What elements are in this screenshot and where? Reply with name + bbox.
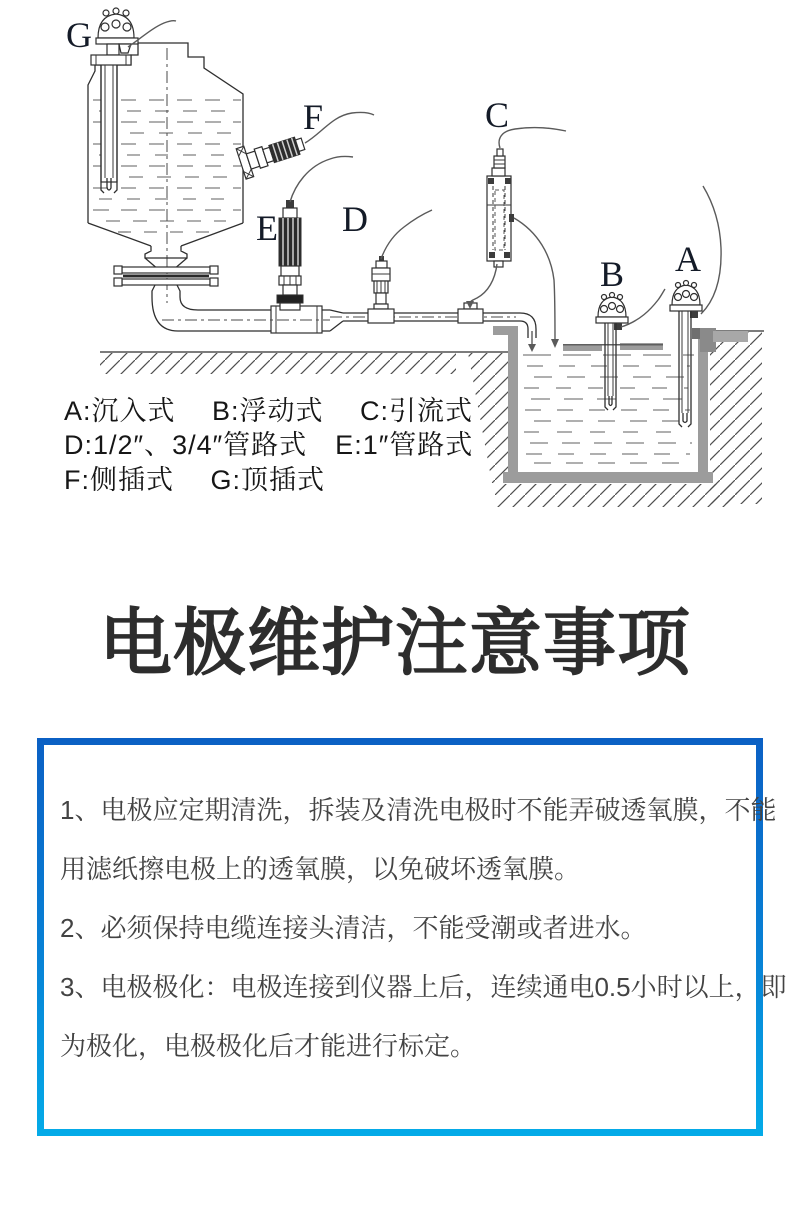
legend-line-2: D:1/2″、3/4″管路式 E:1″管路式 [64, 430, 474, 460]
legend-line-1: A:沉入式 B:浮动式 C:引流式 [64, 396, 474, 426]
diagram-label-f: F [303, 97, 324, 137]
page-title: 电极维护注意事项 [99, 603, 691, 684]
flow-arrow-pipe [528, 331, 536, 352]
diagram-label-e: E [256, 208, 278, 248]
note-line-1: 1、电极应定期清洗，拆装及清洗电极时不能弄破透氧膜，不能 [60, 795, 777, 825]
notes-content [44, 745, 787, 1129]
legend-line-3: F:侧插式 G:顶插式 [64, 465, 325, 495]
note-line-4: 3、电极极化：电极连接到仪器上后，连续通电0.5小时以上，即 [60, 972, 787, 1002]
diagram-label-g: G [66, 15, 92, 55]
electrode-d [368, 210, 432, 323]
diagram-label-d: D [342, 199, 368, 239]
note-line-3: 2、必须保持电缆连接头清洁，不能受潮或者进水。 [60, 913, 647, 943]
diagram-label-c: C [485, 95, 510, 135]
note-line-2: 用滤纸擦电极上的透氧膜，以免破坏透氧膜。 [60, 854, 581, 884]
note-line-5: 为极化，电极极化后才能进行标定。 [60, 1031, 477, 1061]
pit-tank [493, 326, 713, 483]
electrode-b [563, 289, 665, 410]
pipe-flange [114, 266, 218, 297]
diagram-label-a: A [675, 239, 701, 279]
pipeline [152, 297, 536, 352]
flow-arrow-return [466, 264, 497, 309]
diagram-label-b: B [600, 254, 625, 294]
notes-box [37, 738, 787, 1136]
